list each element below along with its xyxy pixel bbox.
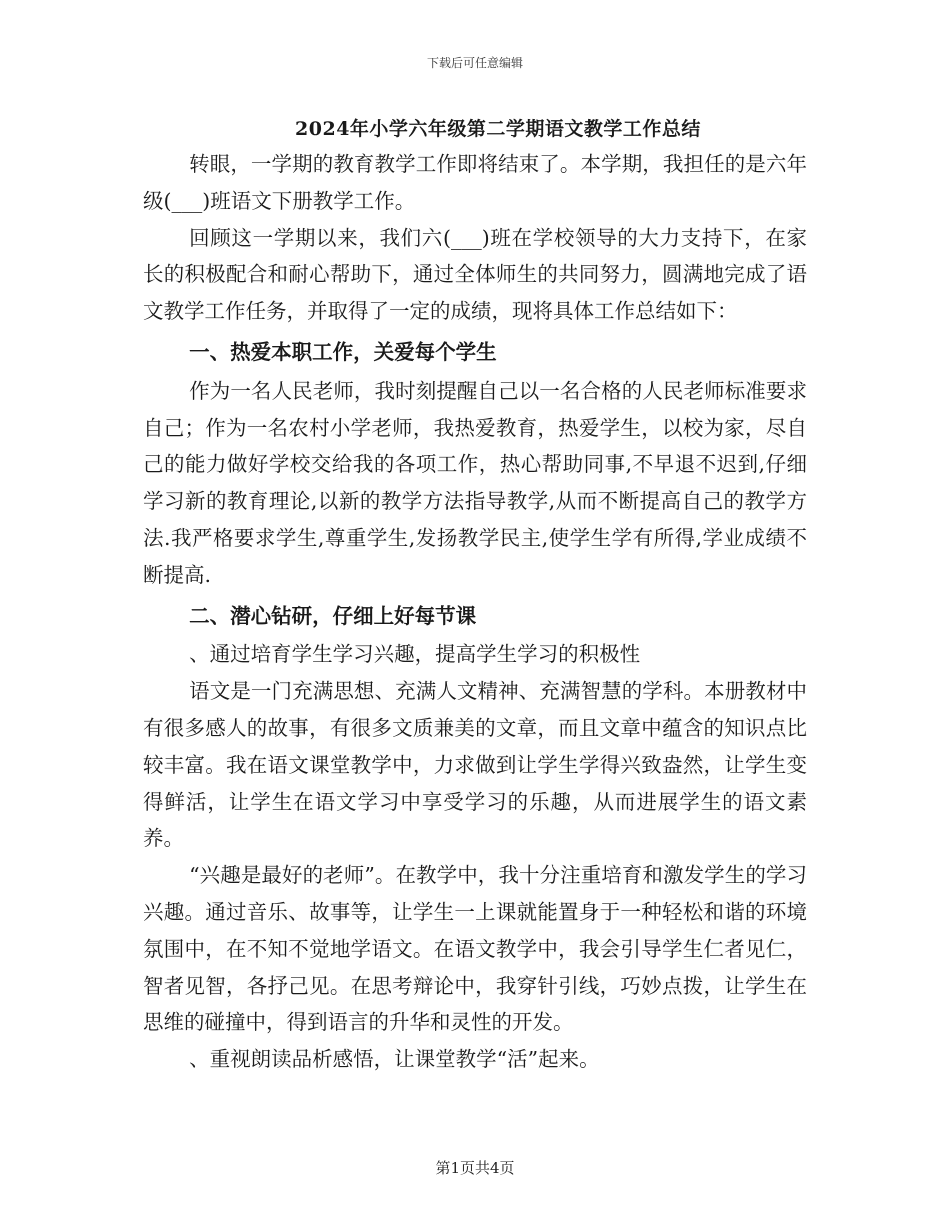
paragraph-section-1: 作为一名人民老师，我时刻提醒自己以一名合格的人民老师标准要求自己；作为一名农村小学老师，我热爱教育，热爱学生，以校为家，尽自己的能力做好学校交给我的各项工作，热心帮助同事,不早退不迟到,仔细学习新的教育理论,以新的教学方法指导教学,从而不断提高自己的教学方法.我严格要求学生,尊重学生,发扬教学民主,使学生学有所得,学业成绩不断提高. [143, 378, 807, 587]
paragraph-intro: 转眼，一学期的教育教学工作即将结束了。本学期，我担任的是六年级(___)班语文下册教学工作。 [143, 152, 807, 213]
paragraph-chinese-subject: 语文是一门充满思想、充满人文精神、充满智慧的学科。本册教材中有很多感人的故事，有很多文质兼美的文章，而且文章中蕴含的知识点比较丰富。我在语文课堂教学中，力求做到让学生学得兴致盎然，让学生变得鲜活，让学生在语文学习中享受学习的乐趣，从而进展学生的语文素养。 [143, 679, 807, 851]
section-heading-2: 二、潜心钻研，仔细上好每节课 [189, 603, 477, 628]
sub-heading-reading: 、重视朗读品析感悟，让课堂教学“活”起来。 [189, 1047, 600, 1072]
paragraph-review: 回顾这一学期以来，我们六(___)班在学校领导的大力支持下，在家长的积极配合和耐心帮助下，通过全体师生的共同努力，圆满地完成了语文教学工作任务，并取得了一定的成绩，现将具体工作总结如下： [143, 225, 807, 324]
paragraph-interest-teacher: “兴趣是最好的老师”。在教学中，我十分注重培育和激发学生的学习兴趣。通过音乐、故事等，让学生一上课就能置身于一种轻松和谐的环境氛围中，在不知不觉地学语文。在语文教学中，我会引导学生仁者见仁，智者见智，各抒己见。在思考辩论中，我穿针引线，巧妙点拨，让学生在思维的碰撞中，得到语言的升华和灵性的开发。 [143, 863, 807, 1035]
document-body [143, 146, 807, 1078]
sub-heading-interest: 、通过培育学生学习兴趣，提高学生学习的积极性 [189, 642, 641, 667]
document-title: 2024年小学六年级第二学期语文教学工作总结 [295, 118, 701, 140]
section-heading-1: 一、热爱本职工作，关爱每个学生 [189, 339, 497, 364]
page-header-note: 下载后可任意编辑 [426, 56, 523, 70]
page-number: 第1页共4页 [435, 1159, 515, 1177]
